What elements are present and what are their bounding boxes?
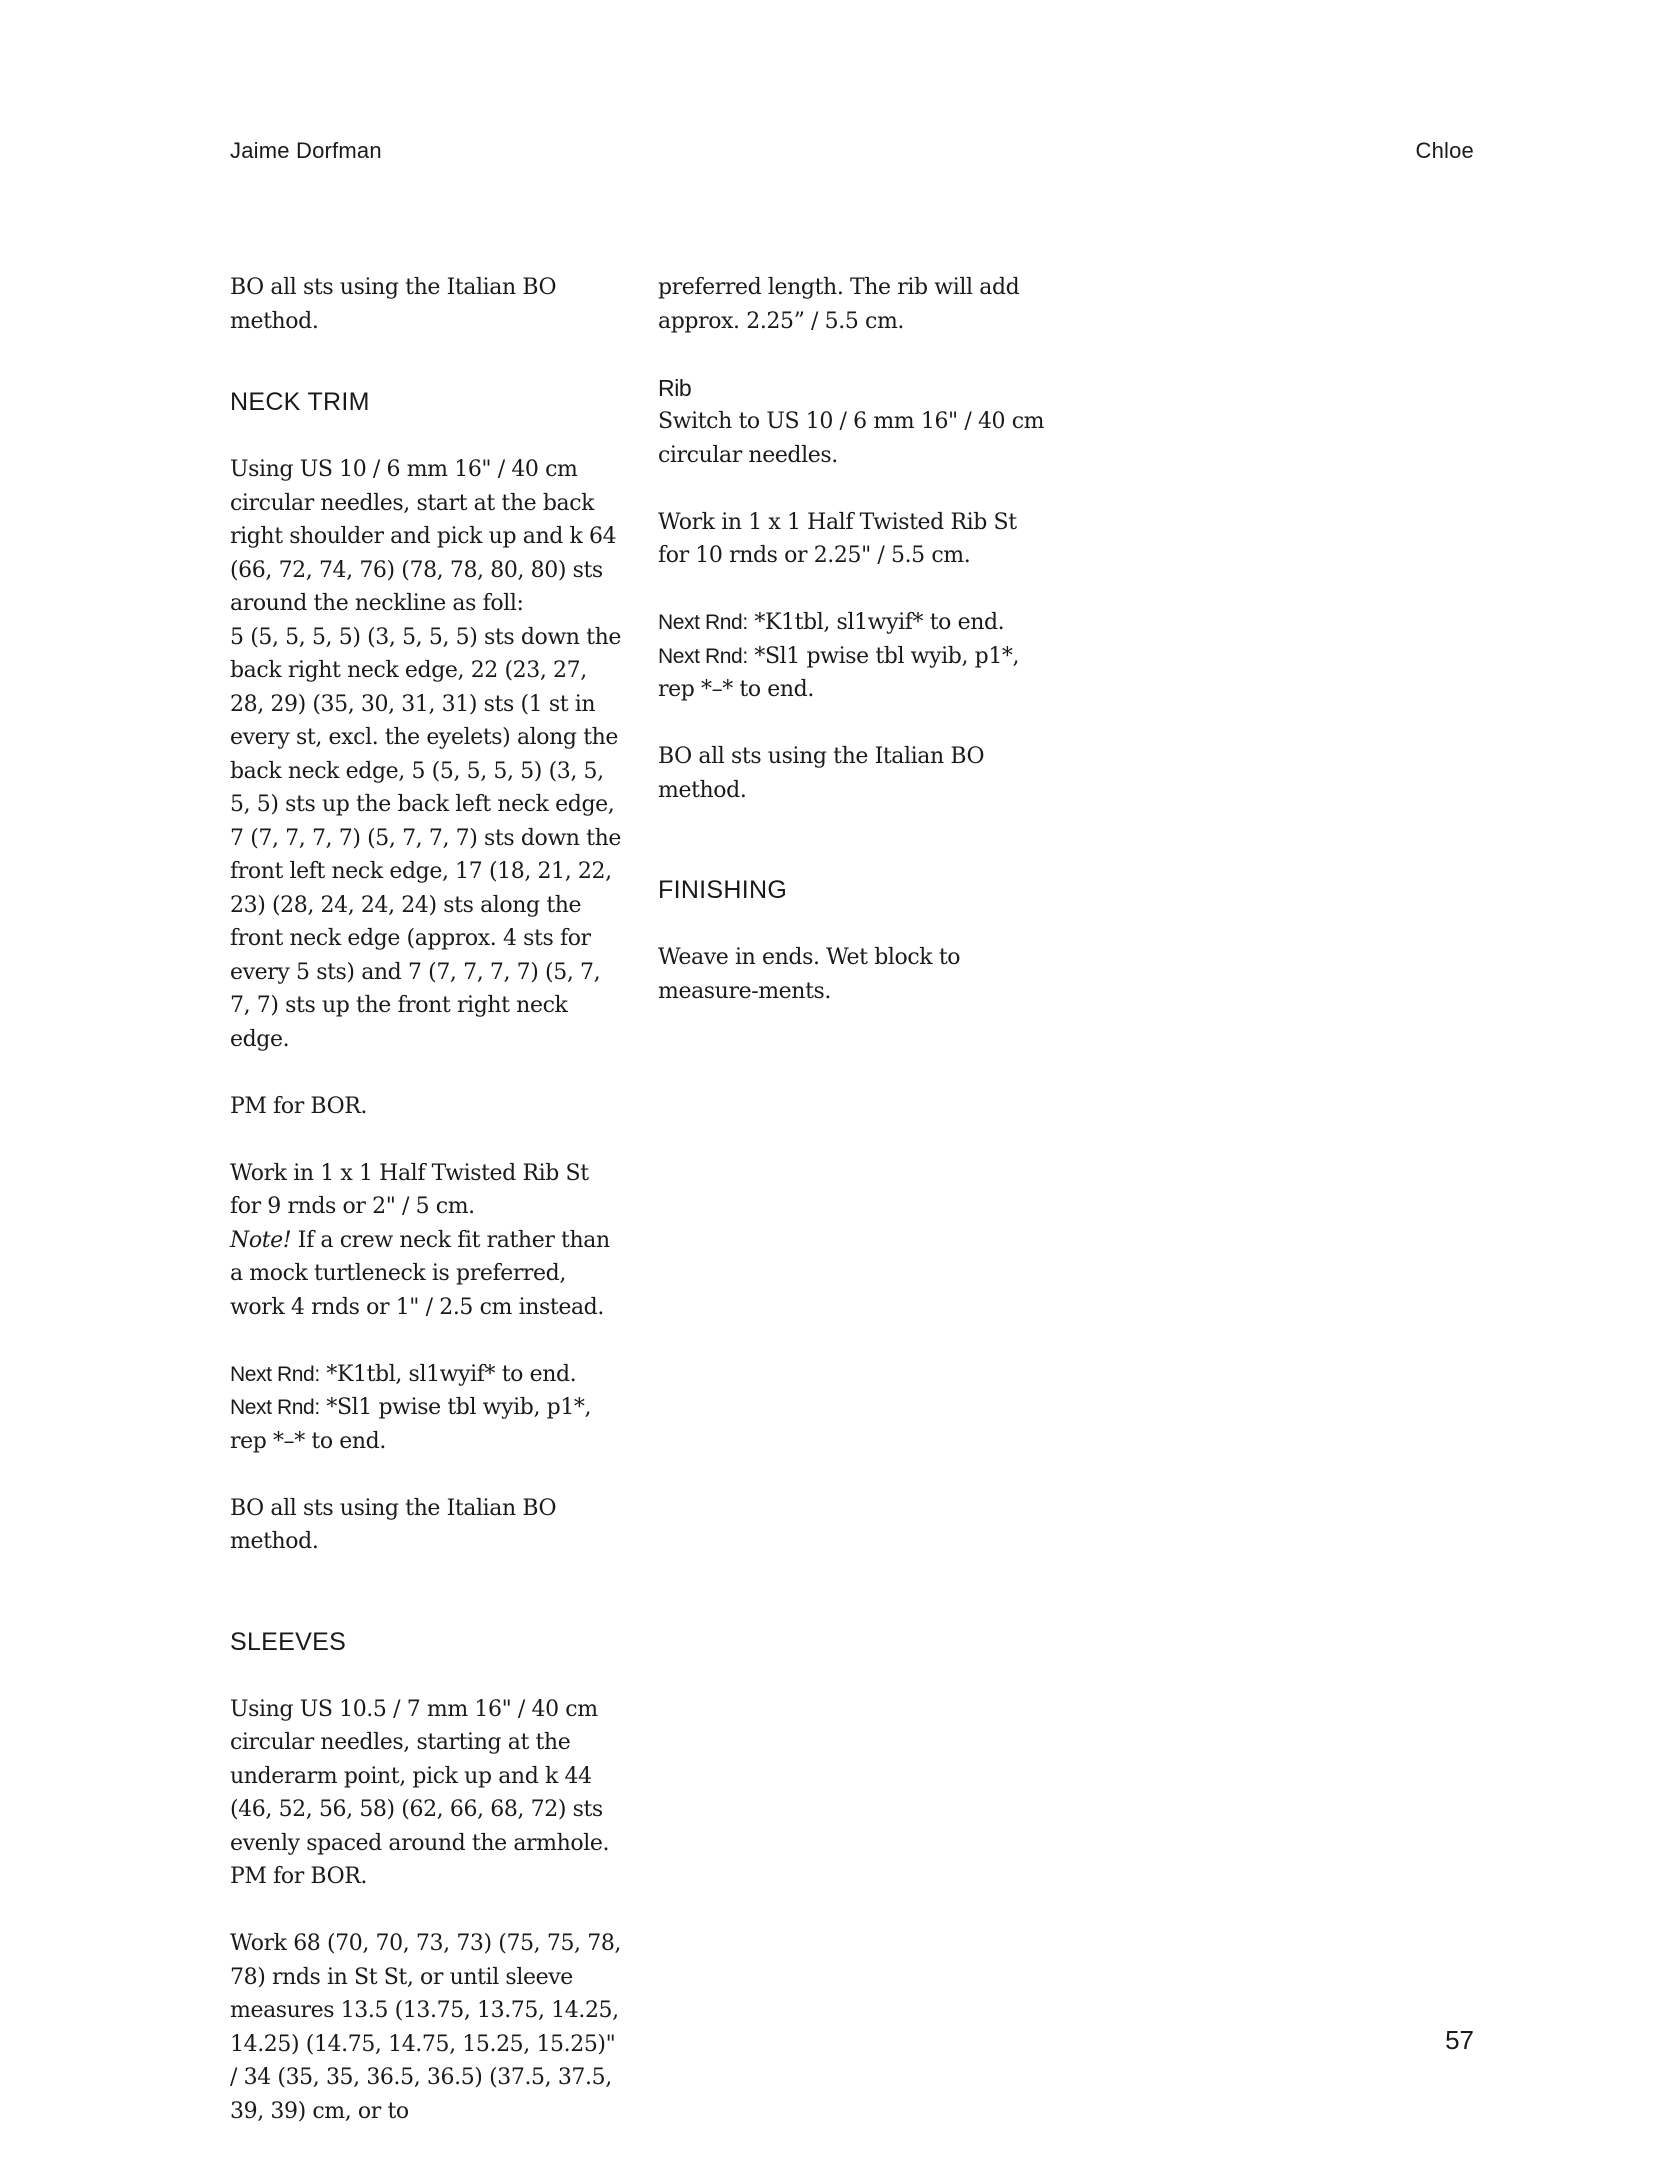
sleeves-pickup-paragraph: Using US 10.5 / 7 mm 16" / 40 cm circular needles, starting at the underarm point, pick up and k 44 (46, 52, 56, 58) (62, 66, 68, 72) sts evenly spaced around the armhole. PM for BOR. (230, 1696, 610, 1889)
next-rnd-label: Next Rnd: (230, 1396, 320, 1419)
rib-bind-off: BO all sts using the Italian BO method. (658, 744, 985, 803)
neck-trim-bind-off: BO all sts using the Italian BO method. (230, 1495, 557, 1554)
neck-trim-pm: PM for BOR. (230, 1093, 367, 1119)
running-head-pattern: Chloe (1415, 138, 1474, 163)
neck-trim-heading: NECK TRIM (230, 388, 370, 416)
rib-next-rnd-1 (658, 606, 1050, 640)
neck-trim-next-rnd-2 (230, 1391, 622, 1458)
rib-subheading: Rib (658, 374, 692, 401)
rib-switch-paragraph: Switch to US 10 / 6 mm 16" / 40 cm circular needles. (658, 409, 1045, 468)
next-rnd-label: Next Rnd: (658, 611, 748, 634)
note-label: Note! (230, 1227, 292, 1253)
neck-trim-pickup-detail: 5 (5, 5, 5, 5) (3, 5, 5, 5) sts down the back right neck edge, 22 (23, 27, 28, 29) (35, 30, 31, 31) sts (1 st in every st, excl. the eyelets) along the back neck edge, 5 (5, 5, 5, 5) (3, 5, 5, 5) sts up the back left neck edge, 7 (7, 7, 7, 7) (5, 7, 7, 7) sts down the front left neck edge, 17 (18, 21, 22, 23) (28, 24, 24, 24) sts along the front neck edge (approx. 4 sts for every 5 sts) and 7 (7, 7, 7, 7) (5, 7, 7, 7) sts up the front right neck edge. (230, 624, 621, 1052)
next-rnd-text: *K1tbl, sl1wyif* to end. (319, 1361, 577, 1387)
next-rnd-label: Next Rnd: (658, 644, 748, 668)
finishing-paragraph: Weave in ends. Wet block to measure-ments. (658, 945, 961, 1004)
neck-trim-next-rnd-1 (230, 1358, 622, 1392)
next-rnd-text: *K1tbl, sl1wyif* to end. (747, 610, 1005, 635)
bind-off-paragraph: BO all sts using the Italian BO method. (230, 275, 557, 334)
neck-trim-work: Work in 1 x 1 Half Twisted Rib St for 9 rnds or 2" / 5 cm. (230, 1160, 589, 1219)
neck-trim-pickup-paragraph: Using US 10 / 6 mm 16" / 40 cm circular needles, start at the back right shoulder and pick up and k 64 (66, 72, 74, 76) (78, 78, 80, 80) sts around the neckline as foll: (230, 457, 617, 616)
rib-next-rnd-2 (658, 640, 1050, 707)
finishing-heading: FINISHING (658, 876, 788, 904)
sleeves-heading: SLEEVES (230, 1627, 347, 1656)
next-rnd-label: Next Rnd: (230, 1362, 320, 1386)
next-rnd-text: *Sl1 pwise tbl wyib, p1*, rep *–* to end. (658, 643, 1020, 702)
next-rnd-text: *Sl1 pwise tbl wyib, p1*, rep *–* to end. (230, 1395, 592, 1454)
sleeves-continued-paragraph: preferred length. The rib will add approx. 2.25” / 5.5 cm. (658, 275, 1020, 334)
running-head-author: Jaime Dorfman (230, 138, 382, 163)
page-number: 57 (1445, 2025, 1474, 2055)
rib-work-paragraph: Work in 1 x 1 Half Twisted Rib St for 10 rnds or 2.25" / 5.5 cm. (658, 509, 1017, 568)
note-text: If a crew neck fit rather than a mock turtleneck is preferred, work 4 rnds or 1" / 2.5 cm instead. (230, 1227, 610, 1320)
right-column (658, 271, 1050, 1042)
sleeves-work-paragraph: Work 68 (70, 70, 73, 73) (75, 75, 78, 78) rnds in St St, or until sleeve measures 13.5 (13.75, 13.75, 14.25, 14.25) (14.75, 14.75, 15.25, 15.25)" / 34 (35, 35, 36.5, 36.5) (37.5, 37.5, 39, 39) cm, or to (230, 1931, 622, 2124)
left-column (230, 271, 622, 2162)
neck-trim-note (230, 1224, 622, 1325)
